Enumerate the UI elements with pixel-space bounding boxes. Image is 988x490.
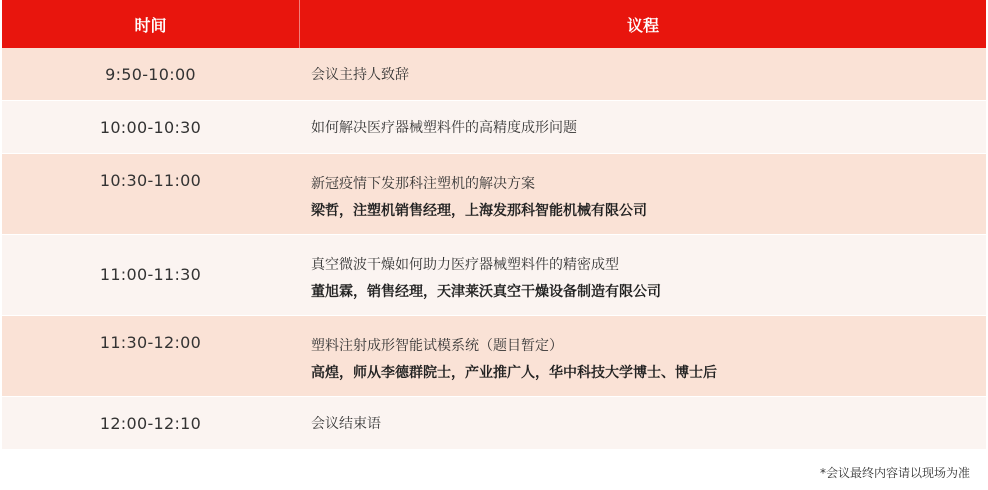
agenda-table xyxy=(2,0,986,450)
row-topic: 真空微波干燥如何助力医疗器械塑料件的精密成型 xyxy=(311,257,619,273)
row-agenda-cell xyxy=(299,154,986,234)
table-row xyxy=(2,316,986,397)
row-time: 9:50-10:00 xyxy=(105,64,196,84)
row-agenda-cell xyxy=(299,316,986,396)
table-row xyxy=(2,235,986,316)
row-agenda-cell xyxy=(299,235,986,315)
row-speaker: 梁哲，注塑机销售经理，上海发那科智能机械有限公司 xyxy=(311,203,647,219)
table-row xyxy=(2,101,986,154)
table-header xyxy=(2,0,986,48)
header-time: 时间 xyxy=(2,0,300,48)
row-speaker: 董旭霖，销售经理，天津莱沃真空干燥设备制造有限公司 xyxy=(311,284,661,300)
row-topic: 塑料注射成形智能试模系统（题目暂定） xyxy=(311,338,563,354)
table-row xyxy=(2,48,986,101)
row-topic: 如何解决医疗器械塑料件的高精度成形问题 xyxy=(311,120,577,136)
header-agenda: 议程 xyxy=(626,15,659,35)
table-row xyxy=(2,154,986,235)
row-time: 10:00-10:30 xyxy=(99,117,202,137)
row-time: 11:30-12:00 xyxy=(99,333,202,352)
row-topic: 新冠疫情下发那科注塑机的解决方案 xyxy=(311,176,535,192)
row-speaker: 高煌，师从李德群院士，产业推广人，华中科技大学博士、博士后 xyxy=(311,365,717,381)
row-time: 11:00-11:30 xyxy=(99,265,202,284)
row-time: 10:30-11:00 xyxy=(99,171,202,190)
footnote: *会议最终内容请以现场为准 xyxy=(819,466,970,480)
table-row xyxy=(2,397,986,450)
row-time: 12:00-12:10 xyxy=(99,413,202,433)
row-topic: 会议结束语 xyxy=(311,416,381,432)
row-topic: 会议主持人致辞 xyxy=(311,67,409,83)
